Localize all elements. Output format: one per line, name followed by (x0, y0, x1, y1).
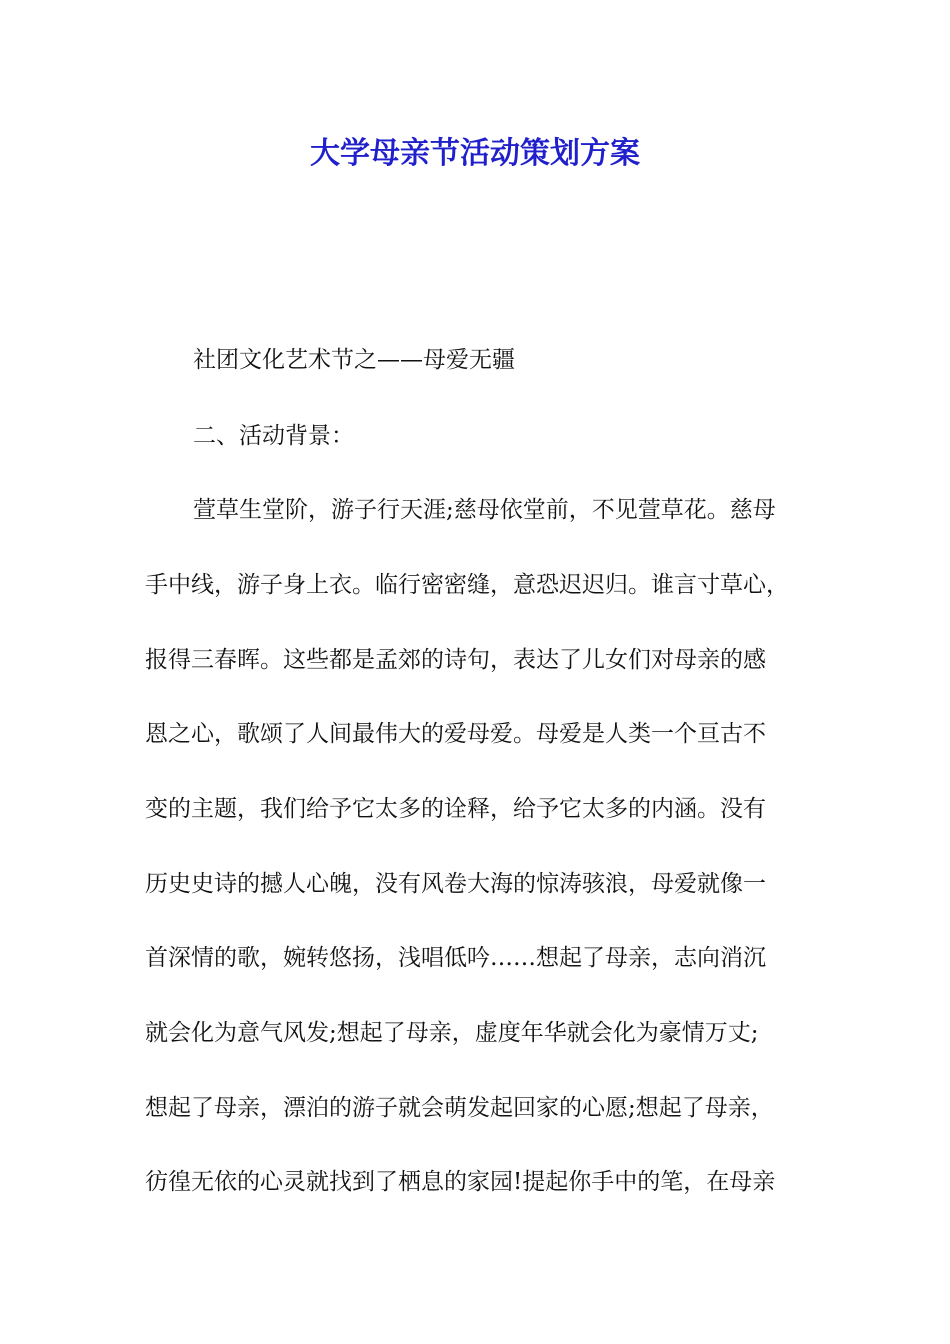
document-subtitle: 社团文化艺术节之——母爱无疆 (193, 347, 515, 373)
body-line: 彷徨无依的心灵就找到了栖息的家园!提起你手中的笔，在母亲 (145, 1169, 776, 1195)
body-line: 就会化为意气风发;想起了母亲，虚度年华就会化为豪情万丈; (145, 1020, 759, 1046)
document-title: 大学母亲节活动策划方案 (310, 136, 640, 171)
body-line: 恩之心，歌颂了人间最伟大的爱母爱。母爱是人类一个亘古不 (145, 721, 766, 747)
section-heading: 二、活动背景： (193, 423, 354, 449)
body-line: 历史史诗的撼人心魄，没有风卷大海的惊涛骇浪，母爱就像一 (145, 871, 766, 897)
body-line: 萱草生堂阶，游子行天涯;慈母依堂前，不见萱草花。慈母 (193, 497, 776, 523)
body-line: 报得三春晖。这些都是孟郊的诗句，表达了儿女们对母亲的感 (145, 647, 766, 673)
body-line: 变的主题，我们给予它太多的诠释，给予它太多的内涵。没有 (145, 796, 766, 822)
body-line: 手中线，游子身上衣。临行密密缝，意恐迟迟归。谁言寸草心， (145, 572, 789, 598)
body-line: 想起了母亲，漂泊的游子就会萌发起回家的心愿;想起了母亲， (145, 1095, 774, 1121)
body-line: 首深情的歌，婉转悠扬，浅唱低吟……想起了母亲，志向消沉 (145, 945, 766, 971)
